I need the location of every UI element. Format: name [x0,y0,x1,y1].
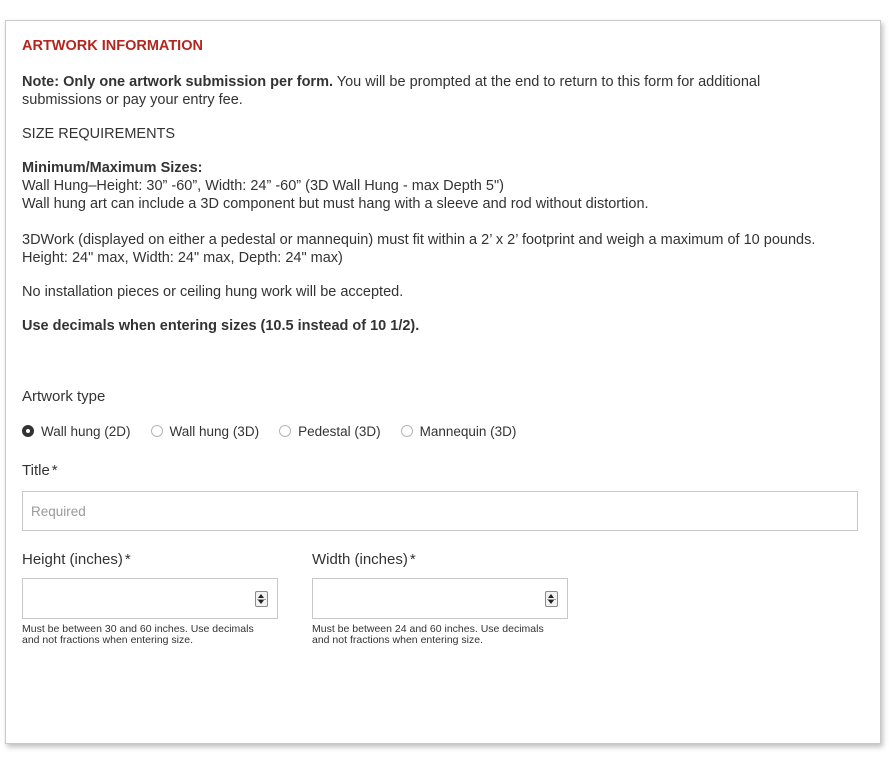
decimals-note: Use decimals when entering sizes (10.5 instead of 10 1/2). [22,318,420,334]
artwork-form-panel [5,20,881,744]
radio-unchecked-icon[interactable] [401,425,413,437]
submission-note [22,73,862,109]
stepper-down-icon[interactable] [258,600,264,604]
radio-unchecked-icon[interactable] [279,425,291,437]
work-3d-line2: Height: 24" max, Width: 24" max, Depth: 24" max) [22,250,343,266]
submission-note-text: You will be prompted at the end to return to this form for additional [333,74,761,90]
min-max-heading: Minimum/Maximum Sizes: [22,160,203,176]
min-max-sizes [22,159,862,213]
width-input[interactable] [312,578,568,619]
radio-wall-hung-2d[interactable]: Wall hung (2D) [22,424,131,439]
height-label: Height (inches) * [22,551,131,568]
artwork-type-radio-group [22,422,536,440]
stepper-up-icon[interactable] [258,594,264,598]
required-mark: * [124,551,131,568]
size-requirements-heading: SIZE REQUIREMENTS [22,126,176,142]
width-stepper[interactable] [545,591,558,607]
height-stepper[interactable] [255,591,268,607]
radio-wall-hung-3d[interactable]: Wall hung (3D) [151,424,260,439]
width-help-text: Must be between 24 and 60 inches. Use decimals and not fractions when entering size. [312,623,544,646]
section-title: ARTWORK INFORMATION [22,38,203,54]
title-label: Title * [22,462,58,479]
height-input[interactable] [22,578,278,619]
required-mark: * [51,462,58,479]
stepper-up-icon[interactable] [548,594,554,598]
no-installation-note: No installation pieces or ceiling hung work will be accepted. [22,284,404,300]
radio-pedestal-3d[interactable]: Pedestal (3D) [279,424,381,439]
radio-mannequin-3d[interactable]: Mannequin (3D) [401,424,517,439]
work-3d-line1: 3DWork (displayed on either a pedestal or mannequin) must fit within a 2’ x 2’ footprint and weigh a maximum of 10 pounds. [22,232,816,248]
artwork-type-label: Artwork type [22,388,106,405]
wall-hung-note: Wall hung art can include a 3D component but must hang with a sleeve and rod without distortion. [22,196,649,212]
title-input[interactable] [22,491,858,531]
required-mark: * [409,551,416,568]
wall-hung-sizes: Wall Hung–Height: 30” -60”, Width: 24” -60” (3D Wall Hung - max Depth 5") [22,178,504,194]
height-help-text: Must be between 30 and 60 inches. Use decimals and not fractions when entering size. [22,623,254,646]
radio-unchecked-icon[interactable] [151,425,163,437]
submission-note-line2: submissions or pay your entry fee. [22,92,243,108]
stepper-down-icon[interactable] [548,600,554,604]
width-label: Width (inches) * [312,551,416,568]
work-3d-requirements [22,231,862,267]
radio-checked-icon[interactable] [22,425,34,437]
submission-note-bold: Note: Only one artwork submission per form. [22,74,333,90]
